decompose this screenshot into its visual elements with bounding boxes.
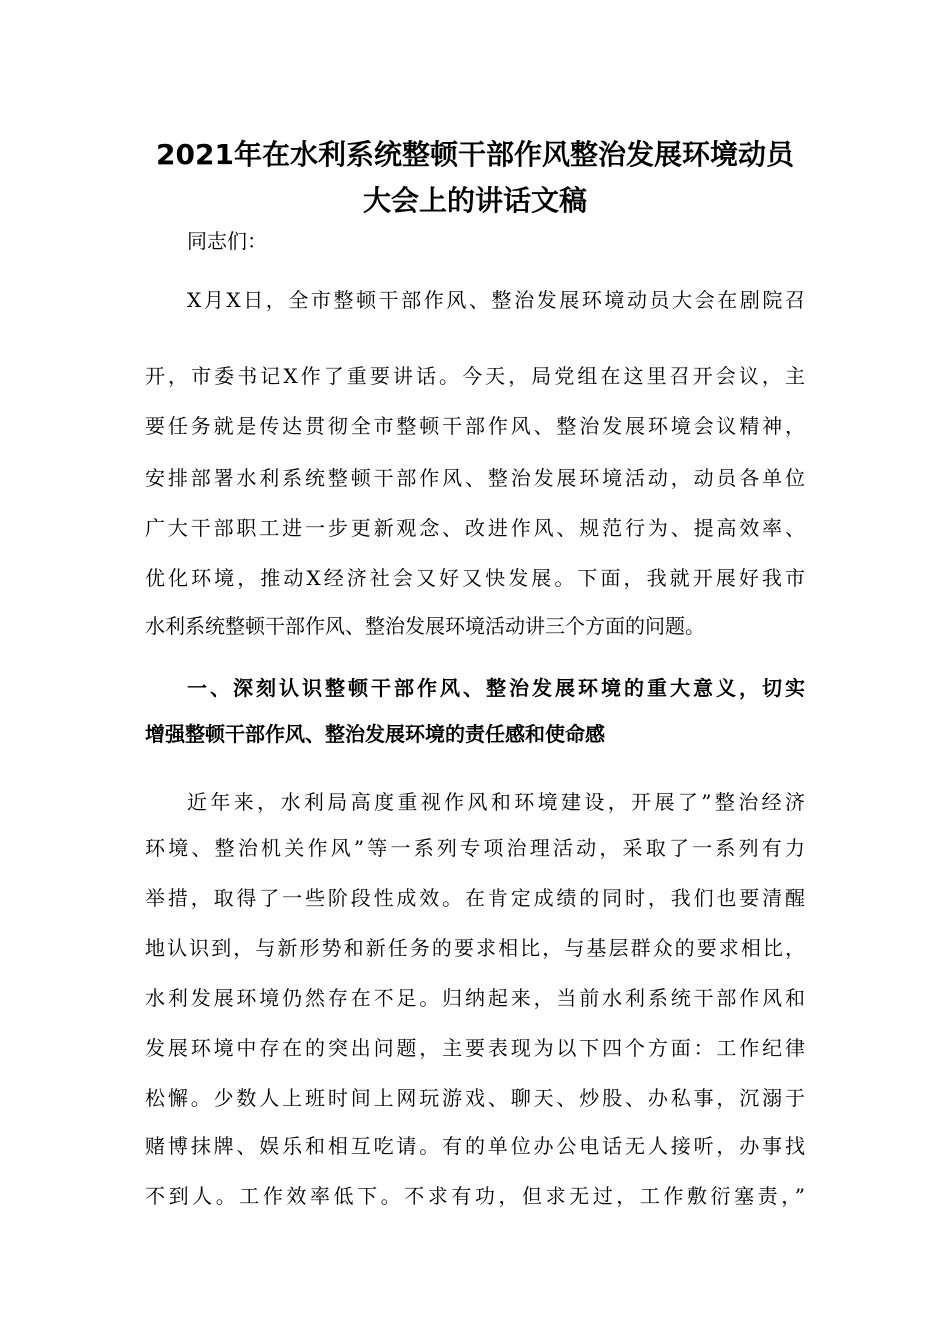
paragraph-1-line-7: 水利系统整顿干部作风、整治发展环境活动讲三个方面的问题。	[145, 614, 705, 638]
paragraph-2-line-9: 不到人。工作效率低下。不求有功，但求无过，工作敷衍塞责，”	[145, 1184, 805, 1208]
paragraph-2-line-2: 环境、整治机关作风”等一系列专项治理活动，采取了一系列有力	[145, 836, 805, 860]
paragraph-1-line-6: 优化环境，推动X经济社会又好又快发展。下面，我就开展好我市	[145, 566, 805, 590]
salutation: 同志们：	[187, 229, 267, 253]
paragraph-2-line-4: 地认识到，与新形势和新任务的要求相比，与基层群众的要求相比，	[145, 936, 805, 960]
paragraph-1-line-4: 安排部署水利系统整顿干部作风、整治发展环境活动，动员各单位	[145, 466, 805, 490]
paragraph-2-line-6: 发展环境中存在的突出问题，主要表现为以下四个方面：工作纪律	[145, 1036, 805, 1060]
paragraph-2-line-8: 赌博抹牌、娱乐和相互吃请。有的单位办公电话无人接听，办事找	[145, 1134, 805, 1158]
document-title-line-1: 2021年在水利系统整顿干部作风整治发展环境动员	[156, 138, 794, 171]
paragraph-2-line-7: 松懈。少数人上班时间上网玩游戏、聊天、炒股、办私事，沉溺于	[145, 1086, 805, 1110]
section-heading-1-line-2: 增强整顿干部作风、整治发展环境的责任感和使命感	[145, 722, 605, 746]
paragraph-2-line-3: 举措，取得了一些阶段性成效。在肯定成绩的同时，我们也要清醒	[145, 886, 805, 910]
section-heading-1-line-1: 一、深刻认识整顿干部作风、整治发展环境的重大意义，切实	[187, 676, 805, 700]
paragraph-1-line-3: 要任务就是传达贯彻全市整顿干部作风、整治发展环境会议精神，	[145, 414, 805, 438]
paragraph-2-line-1: 近年来，水利局高度重视作风和环境建设，开展了”整治经济	[187, 790, 805, 814]
document-title-line-2: 大会上的讲话文稿	[362, 184, 587, 217]
paragraph-1-line-1: X月X日，全市整顿干部作风、整治发展环境动员大会在剧院召	[187, 288, 805, 312]
paragraph-1-line-5: 广大干部职工进一步更新观念、改进作风、规范行为、提高效率、	[145, 516, 805, 540]
paragraph-1-line-2: 开，市委书记X作了重要讲话。今天，局党组在这里召开会议，主	[145, 364, 805, 388]
paragraph-2-line-5: 水利发展环境仍然存在不足。归纳起来，当前水利系统干部作风和	[145, 986, 805, 1010]
